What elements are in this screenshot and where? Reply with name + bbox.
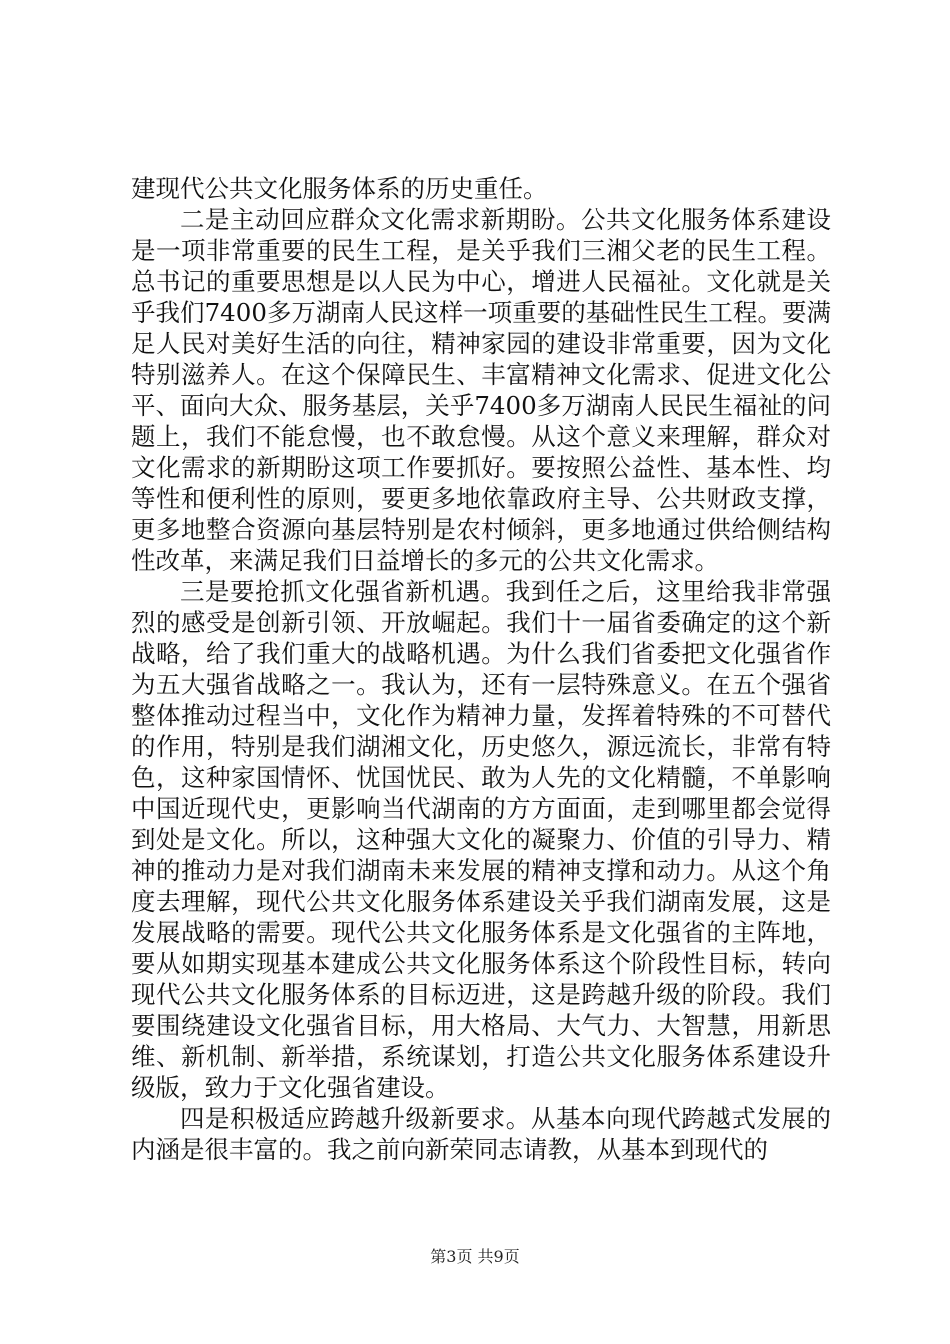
body-text: [131, 173, 831, 1165]
paragraph-point-four: 四是积极适应跨越升级新要求。从基本向现代跨越式发展的内涵是很丰富的。我之前向新荣同志请教，从基本到现代的: [131, 1104, 831, 1164]
paragraph-point-three: 三是要抢抓文化强省新机遇。我到任之后，这里给我非常强烈的感受是创新引领、开放崛起。我们十一届省委确定的这个新战略，给了我们重大的战略机遇。为什么我们省委把文化强省作为五大强省战略之一。我认为，还有一层特殊意义。在五个强省整体推动过程当中，文化作为精神力量，发挥着特殊的不可替代的作用，特别是我们湖湘文化，历史悠久，源远流长，非常有特色，这种家国情怀、忧国忧民、敢为人先的文化精髓，不单影响中国近现代史，更影响当代湖南的方方面面，走到哪里都会觉得到处是文化。所以，这种强大文化的凝聚力、价值的引导力、精神的推动力是对我们湖南未来发展的精神支撑和动力。从这个角度去理解，现代公共文化服务体系建设关乎我们湖南发展，这是发展战略的需要。现代公共文化服务体系是文化强省的主阵地，要从如期实现基本建成公共文化服务体系这个阶段性目标，转向现代公共文化服务体系的目标迈进，这是跨越升级的阶段。我们要围绕建设文化强省目标，用大格局、大气力、大智慧，用新思维、新机制、新举措，系统谋划，打造公共文化服务体系建设升级版，致力于文化强省建设。: [131, 577, 831, 1102]
page-number-footer: 第3页 共9页: [430, 1247, 520, 1266]
paragraph-continuation: 建现代公共文化服务体系的历史重任。: [131, 174, 548, 203]
paragraph-point-two: 二是主动回应群众文化需求新期盼。公共文化服务体系建设是一项非常重要的民生工程，是关乎我们三湘父老的民生工程。总书记的重要思想是以人民为中心，增进人民福祉。文化就是关乎我们7400多万湖南人民这样一项重要的基础性民生工程。要满足人民对美好生活的向往，精神家园的建设非常重要，因为文化特别滋养人。在这个保障民生、丰富精神文化需求、促进文化公平、面向大众、服务基层，关乎7400多万湖南人民民生福祉的问题上，我们不能怠慢，也不敢怠慢。从这个意义来理解，群众对文化需求的新期盼这项工作要抓好。要按照公益性、基本性、均等性和便利性的原则，要更多地依靠政府主导、公共财政支撑，更多地整合资源向基层特别是农村倾斜，更多地通过供给侧结构性改革，来满足我们日益增长的多元的公共文化需求。: [131, 205, 831, 575]
